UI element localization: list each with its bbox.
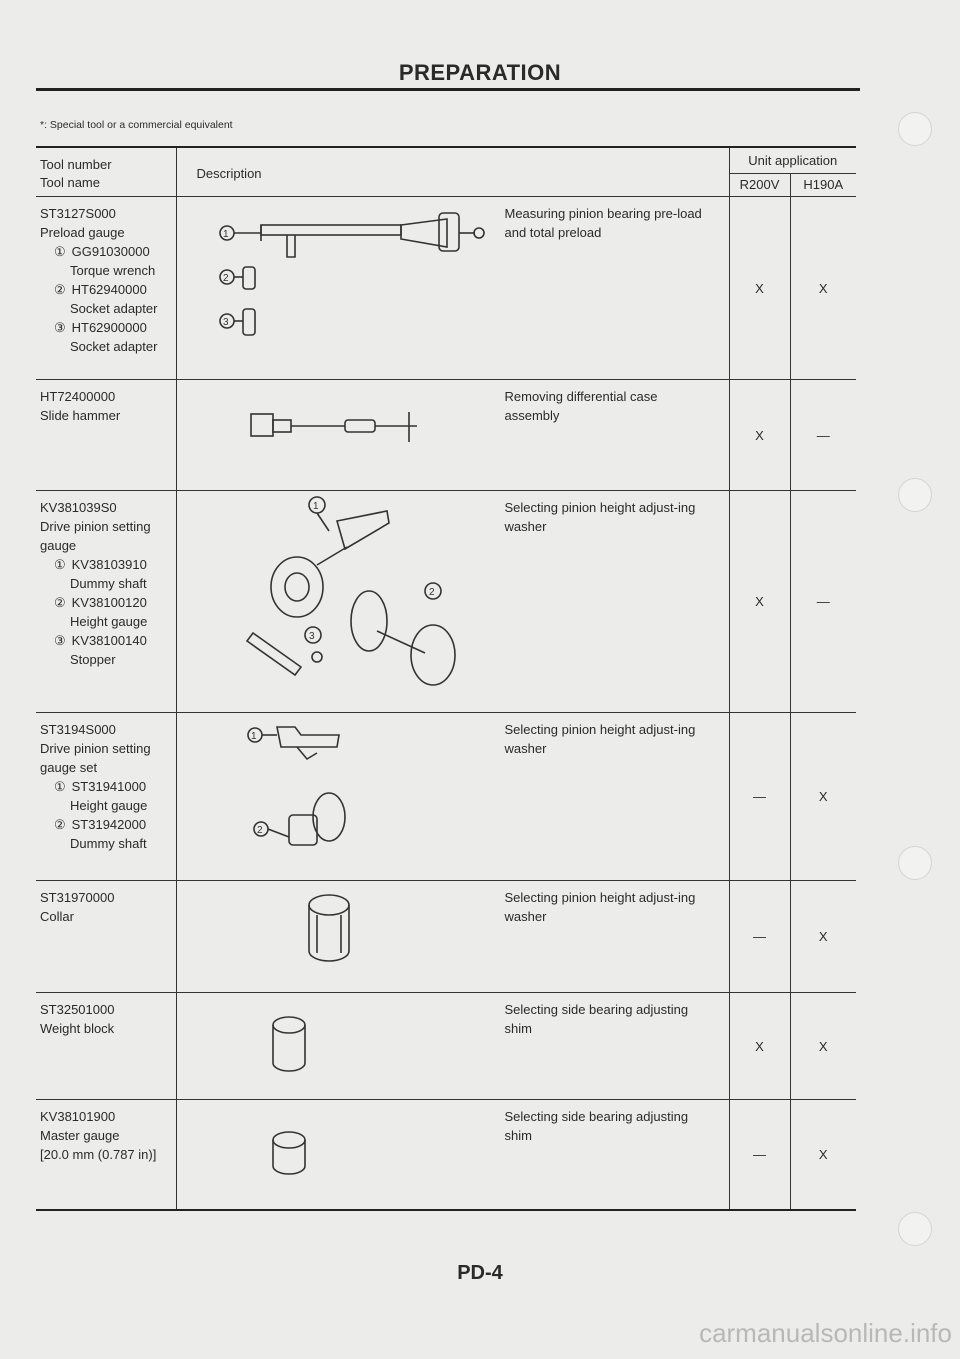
tool-line xyxy=(40,834,174,853)
svg-text:2: 2 xyxy=(428,587,435,598)
special-tool-note: *: Special tool or a commercial equivalent xyxy=(40,119,233,131)
tool-cell xyxy=(36,380,176,491)
tool-cell xyxy=(36,993,176,1100)
tool-illustration xyxy=(177,881,497,988)
tool-line xyxy=(40,337,174,356)
svg-text:3: 3 xyxy=(222,317,229,328)
tool-illustration xyxy=(177,380,497,487)
tool-line-text: Socket adapter xyxy=(70,301,158,316)
tool-cell xyxy=(36,197,176,380)
svg-text:1: 1 xyxy=(250,731,257,742)
item-number: ① xyxy=(54,557,66,572)
h190a-mark: X xyxy=(790,881,856,993)
tool-line xyxy=(40,280,174,299)
tool-line-text: KV38103910 xyxy=(71,557,147,572)
tool-line-text: ST31941000 xyxy=(71,779,147,794)
tool-line-text: Collar xyxy=(40,909,74,924)
r200v-mark: — xyxy=(729,1100,790,1210)
tool-line-text: KV38100120 xyxy=(71,595,147,610)
svg-text:1: 1 xyxy=(222,229,229,240)
tool-line xyxy=(40,796,174,815)
tool-line-text: HT62940000 xyxy=(71,282,147,297)
item-number: ② xyxy=(54,282,66,297)
tool-cell xyxy=(36,491,176,713)
tool-line-text: Stopper xyxy=(70,652,116,667)
tool-line xyxy=(40,593,174,612)
tool-cell xyxy=(36,1100,176,1210)
punch-hole xyxy=(898,846,932,880)
tool-line xyxy=(40,223,174,242)
header-r200v: R200V xyxy=(729,173,790,196)
item-number: ③ xyxy=(54,320,66,335)
tool-line-text: gauge xyxy=(40,538,77,553)
h190a-mark: X xyxy=(790,1100,856,1210)
tool-line-text: KV38100140 xyxy=(71,633,147,648)
page-number: PD-4 xyxy=(457,1262,503,1284)
tool-illustration xyxy=(177,993,497,1096)
tool-line xyxy=(40,1019,174,1038)
header-description: Description xyxy=(176,147,729,197)
r200v-mark: X xyxy=(729,197,790,380)
tool-line xyxy=(40,612,174,631)
header-unit-application: Unit application xyxy=(729,147,856,173)
tool-line-text: ST31942000 xyxy=(71,817,147,832)
tool-line-text: ST31970000 xyxy=(40,890,115,905)
title-rule xyxy=(36,88,860,91)
tool-line xyxy=(40,242,174,261)
tool-line-text: Torque wrench xyxy=(70,263,156,278)
description-cell xyxy=(176,491,729,713)
item-number: ② xyxy=(54,595,66,610)
tool-line xyxy=(40,299,174,318)
r200v-mark: — xyxy=(729,713,790,881)
tool-line-text: Dummy shaft xyxy=(70,836,147,851)
punch-hole xyxy=(898,112,932,146)
tool-number xyxy=(40,1107,174,1126)
tool-line-text: KV38101900 xyxy=(40,1109,116,1124)
tool-line xyxy=(40,815,174,834)
h190a-mark: — xyxy=(790,380,856,491)
header-tool-number: Tool number xyxy=(40,157,112,172)
header-h190a: H190A xyxy=(790,173,856,196)
description-text: Measuring pinion bearing pre-load and total preload xyxy=(504,206,702,240)
tool-line-text: Drive pinion setting xyxy=(40,741,151,756)
tool-row xyxy=(36,380,856,491)
tool-number xyxy=(40,387,174,406)
tool-line-text: Slide hammer xyxy=(40,408,121,423)
header-tool-name: Tool name xyxy=(40,175,100,190)
tool-line xyxy=(40,777,174,796)
tool-row xyxy=(36,881,856,993)
tool-line-text: ST3127S000 xyxy=(40,206,116,221)
r200v-mark: — xyxy=(729,881,790,993)
tool-line xyxy=(40,1126,174,1145)
tool-line-text: Master gauge xyxy=(40,1128,120,1143)
tool-illustration xyxy=(177,491,497,708)
tool-line xyxy=(40,406,174,425)
tool-line-text: GG91030000 xyxy=(71,244,150,259)
tool-row xyxy=(36,197,856,380)
tool-line xyxy=(40,574,174,593)
description-text: Removing differential case assembly xyxy=(504,389,658,423)
svg-text:1: 1 xyxy=(312,501,319,512)
item-number: ① xyxy=(54,244,66,259)
tool-line-text: Height gauge xyxy=(70,614,148,629)
description-cell xyxy=(176,881,729,993)
tool-line-text: gauge set xyxy=(40,760,98,775)
description-cell xyxy=(176,380,729,491)
tool-line-text: Socket adapter xyxy=(70,339,158,354)
watermark: carmanualsonline.info xyxy=(699,1318,952,1348)
description-cell xyxy=(176,197,729,380)
tool-line-text: Drive pinion setting xyxy=(40,519,151,534)
tool-cell xyxy=(36,713,176,881)
tool-line xyxy=(40,907,174,926)
tool-line xyxy=(40,555,174,574)
tool-number xyxy=(40,1000,174,1019)
tool-illustration xyxy=(177,713,497,876)
description-text: Selecting side bearing adjusting shim xyxy=(504,1002,689,1036)
h190a-mark: X xyxy=(790,993,856,1100)
description-text: Selecting side bearing adjusting shim xyxy=(504,1109,689,1143)
tool-line xyxy=(40,631,174,650)
h190a-mark: X xyxy=(790,197,856,380)
description-text: Selecting pinion height adjust-ing washer xyxy=(504,722,696,756)
svg-text:2: 2 xyxy=(256,825,263,836)
h190a-mark: X xyxy=(790,713,856,881)
tool-line-text: Weight block xyxy=(40,1021,115,1036)
punch-hole xyxy=(898,1212,932,1246)
tool-line xyxy=(40,536,174,555)
description-text: Selecting pinion height adjust-ing washer xyxy=(504,890,696,924)
h190a-mark: — xyxy=(790,491,856,713)
tool-line-text: HT62900000 xyxy=(71,320,147,335)
tool-line-text: ST32501000 xyxy=(40,1002,115,1017)
tool-line-text: KV381039S0 xyxy=(40,500,117,515)
header-tool-column xyxy=(36,147,176,197)
description-cell xyxy=(176,713,729,881)
tool-line-text: HT72400000 xyxy=(40,389,116,404)
r200v-mark: X xyxy=(729,491,790,713)
page-title: PREPARATION xyxy=(398,60,562,85)
tool-number xyxy=(40,498,174,517)
tool-line-text: ST3194S000 xyxy=(40,722,116,737)
tool-illustration xyxy=(177,197,497,376)
tool-line xyxy=(40,758,174,777)
description-text: Selecting pinion height adjust-ing washer xyxy=(504,500,696,534)
tool-line-text: Preload gauge xyxy=(40,225,125,240)
tool-row xyxy=(36,1100,856,1210)
tool-row xyxy=(36,713,856,881)
tool-row xyxy=(36,993,856,1100)
tool-line xyxy=(40,1145,174,1164)
tool-line-text: Height gauge xyxy=(70,798,148,813)
tool-line-text: Dummy shaft xyxy=(70,576,147,591)
tool-cell xyxy=(36,881,176,993)
tool-line xyxy=(40,318,174,337)
svg-text:3: 3 xyxy=(308,631,315,642)
tool-number xyxy=(40,204,174,223)
item-number: ① xyxy=(54,779,66,794)
tool-line xyxy=(40,261,174,280)
tool-line xyxy=(40,517,174,536)
description-cell xyxy=(176,1100,729,1210)
tool-row xyxy=(36,491,856,713)
tool-line xyxy=(40,650,174,669)
description-cell xyxy=(176,993,729,1100)
tool-table xyxy=(36,146,856,1211)
tool-line xyxy=(40,739,174,758)
tool-number xyxy=(40,720,174,739)
r200v-mark: X xyxy=(729,380,790,491)
tool-illustration xyxy=(177,1100,497,1205)
item-number: ② xyxy=(54,817,66,832)
tool-line-text: [20.0 mm (0.787 in)] xyxy=(40,1147,157,1162)
tool-number xyxy=(40,888,174,907)
r200v-mark: X xyxy=(729,993,790,1100)
svg-text:2: 2 xyxy=(222,273,229,284)
item-number: ③ xyxy=(54,633,66,648)
punch-hole xyxy=(898,478,932,512)
